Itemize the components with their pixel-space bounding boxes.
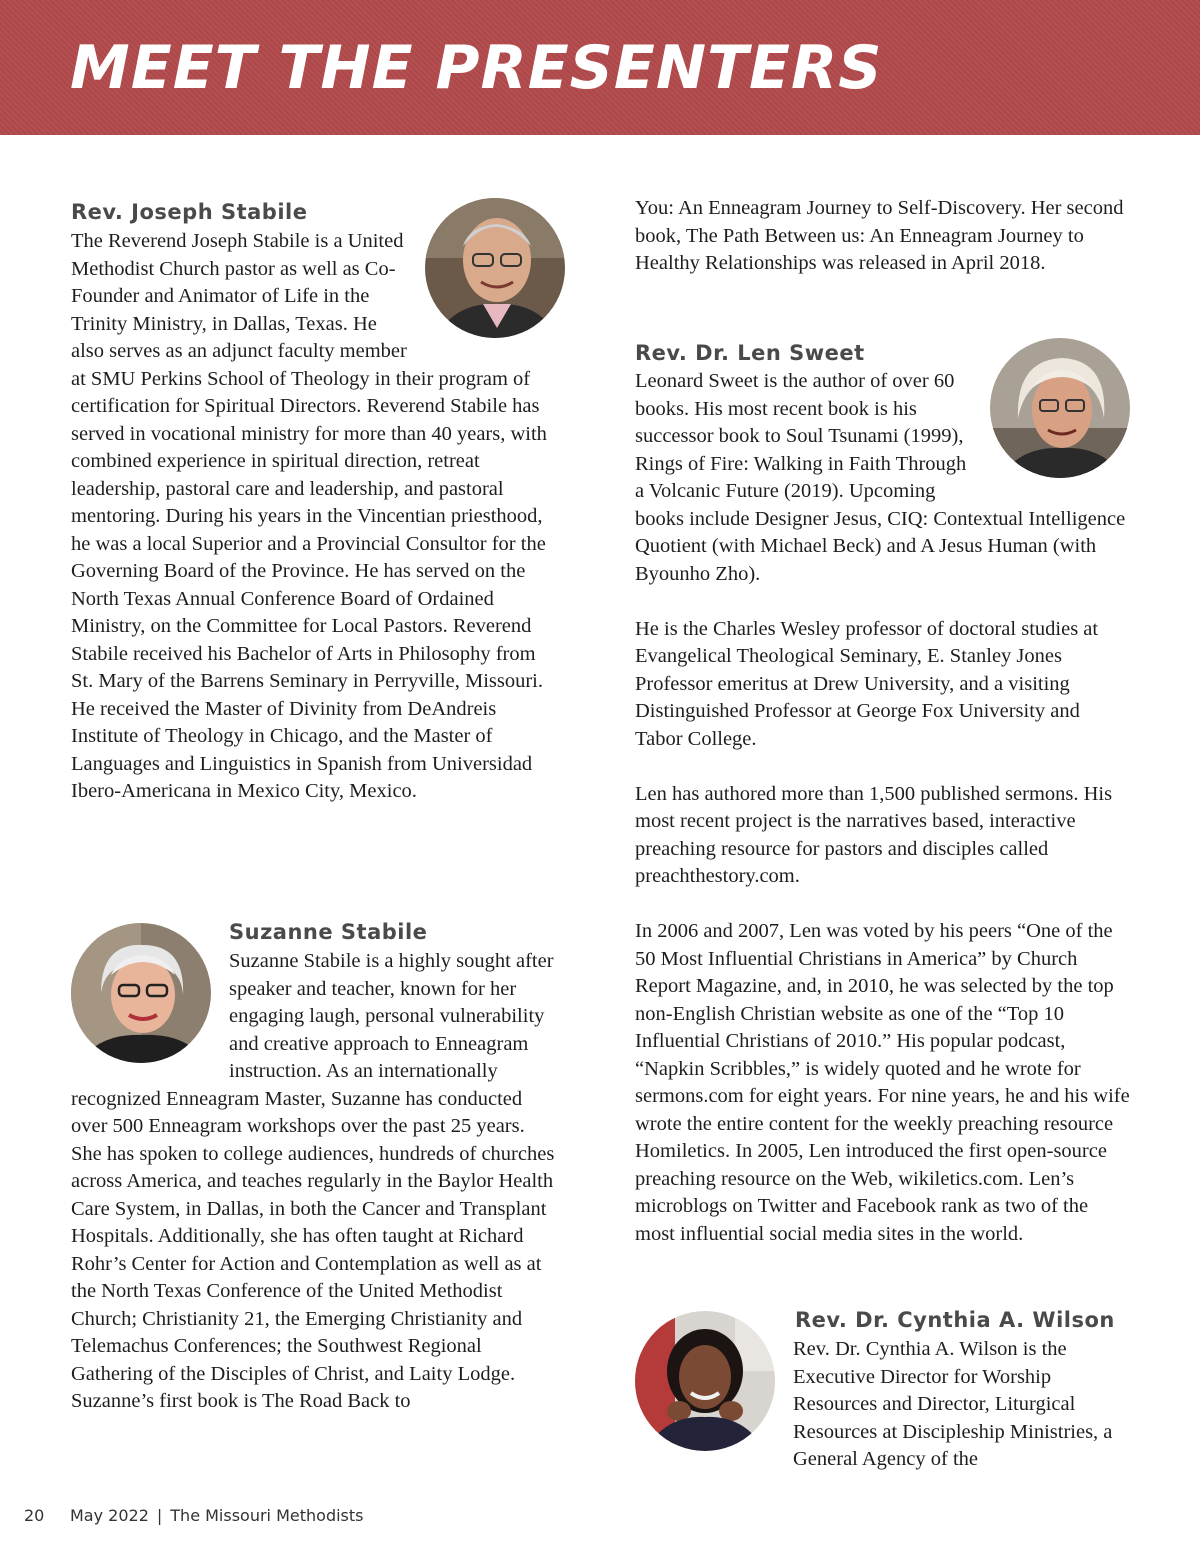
- portrait-joseph-stabile-icon: [425, 198, 565, 338]
- footer-separator: |: [156, 1506, 163, 1525]
- portrait-cynthia-wilson-icon: [635, 1311, 775, 1451]
- bio-paragraph: The Reverend Joseph Stabile is a United Methodist Church pastor as well as Co-Founder and Animator of Life in the Trinity Ministry, in Dallas, Texas. He also serves as an adjunct faculty member at SMU Perkins School of Theology in their program of certification for Spiritual Directors. Reverend Stabile has served in vocational ministry for more than 40 years, with combined experience in spiritual direction, retreat leadership, pastoral care and leadership, and pastoral mentoring. During his years in the Vincentian priesthood, he was a local Superior and a Provincial Consultor for the Governing Board of the Province. He has served on the North Texas Annual Conference Board of Ordained Ministry, on the Committee for Local Pastors. Reverend Stabile received his Bachelor of Arts in Philosophy from St. Mary of the Barrens Seminary in Perryville, Missouri. He received the Master of Divinity from DeAndreis Institute of Theology in Chicago, and the Master of Languages and Linguistics in Spanish from Universidad Ibero-Americana in Mexico City, Mexico.: [71, 230, 547, 802]
- presenter-bio-joseph: [71, 228, 551, 833]
- presenter-name-cynthia: Rev. Dr. Cynthia A. Wilson: [795, 1308, 1115, 1332]
- publication-name: The Missouri Methodists: [170, 1506, 364, 1525]
- bio-paragraph: You: An Enneagram Journey to Self-Discovery. Her second book, The Path Between us: An Enneagram Journey to Healthy Relationships was released in April 2018.: [635, 197, 1124, 274]
- bio-paragraph: In 2006 and 2007, Len was voted by his peers “One of the 50 Most Influential Christians in America” by Church Report Magazine, and, in 2010, he was selected by the top non-English Christian website as one of the “Top 10 Influential Christians of 2010.” His popular podcast, “Napkin Scribbles,” is widely quoted and he wrote for sermons.com for eight years. For nine years, he and his wife wrote the entire content for the weekly preaching resource Homiletics. In 2005, Len introduced the first open-source preaching resource on the Web, wikiletics.com. Len’s microblogs on Twitter and Facebook rank as two of the most influential social media sites in the world.: [635, 920, 1130, 1245]
- page-title: MEET THE PRESENTERS: [70, 33, 883, 103]
- page-footer: [24, 1506, 363, 1525]
- page-number: 20: [24, 1506, 45, 1525]
- presenter-bio-suzanne-continued: [635, 195, 1130, 305]
- presenter-bio-cynthia: [635, 1336, 1130, 1501]
- presenter-bio-len: [635, 368, 1130, 1276]
- bio-paragraph: He is the Charles Wesley professor of doctoral studies at Evangelical Theological Seminary, E. Stanley Jones Professor emeritus at Drew University, and a visiting Distinguished Professor at George Fox University and Tabor College.: [635, 617, 1099, 750]
- portrait-len-sweet-icon: [990, 338, 1130, 478]
- issue-date: May 2022: [70, 1506, 149, 1525]
- presenter-bio-suzanne: [71, 948, 557, 1443]
- bio-paragraph: Leonard Sweet is the author of over 60 books. His most recent book is his successor book to Soul Tsunami (1999), Rings of Fire: Walking in Faith Through a Volcanic Future (2019). Upcoming books include Designer Jesus, CIQ: Contextual Intelligence Quotient (with Michael Beck) and A Jesus Human (with Byounho Zho).: [635, 370, 1126, 585]
- bio-paragraph: Rev. Dr. Cynthia A. Wilson is the Executive Director for Worship Resources and Director, Liturgical Resources at Discipleship Ministries, a General Agency of the: [793, 1338, 1113, 1470]
- bio-paragraph: Suzanne Stabile is a highly sought after speaker and teacher, known for her engaging laugh, personal vulnerability and creative approach to Enneagram instruction. As an internationally recognized Enneagram Master, Suzanne has conducted over 500 Enneagram workshops over the past 25 years. She has spoken to college audiences, hundreds of churches across America, and teaches regularly in the Baylor Health Care System, in Dallas, in both the Cancer and Transplant Hospitals. Additionally, she has often taught at Richard Rohr’s Center for Action and Contemplation as well as at the North Texas Conference of the United Methodist Church; Christianity 21, the Emerging Christianity and Telemachus Conferences; the Southwest Regional Gathering of the Disciples of Christ, and Laity Lodge. Suzanne’s first book is The Road Back to: [71, 950, 555, 1412]
- header-banner: [0, 0, 1200, 135]
- bio-paragraph: Len has authored more than 1,500 published sermons. His most recent project is the narratives based, interactive preaching resource for pastors and disciples called preachthestory.com.: [635, 782, 1113, 887]
- presenter-name-len: Rev. Dr. Len Sweet: [635, 341, 865, 365]
- presenter-name-suzanne: Suzanne Stabile: [229, 920, 428, 944]
- presenter-name-joseph: Rev. Joseph Stabile: [71, 200, 308, 224]
- portrait-suzanne-stabile-icon: [71, 923, 211, 1063]
